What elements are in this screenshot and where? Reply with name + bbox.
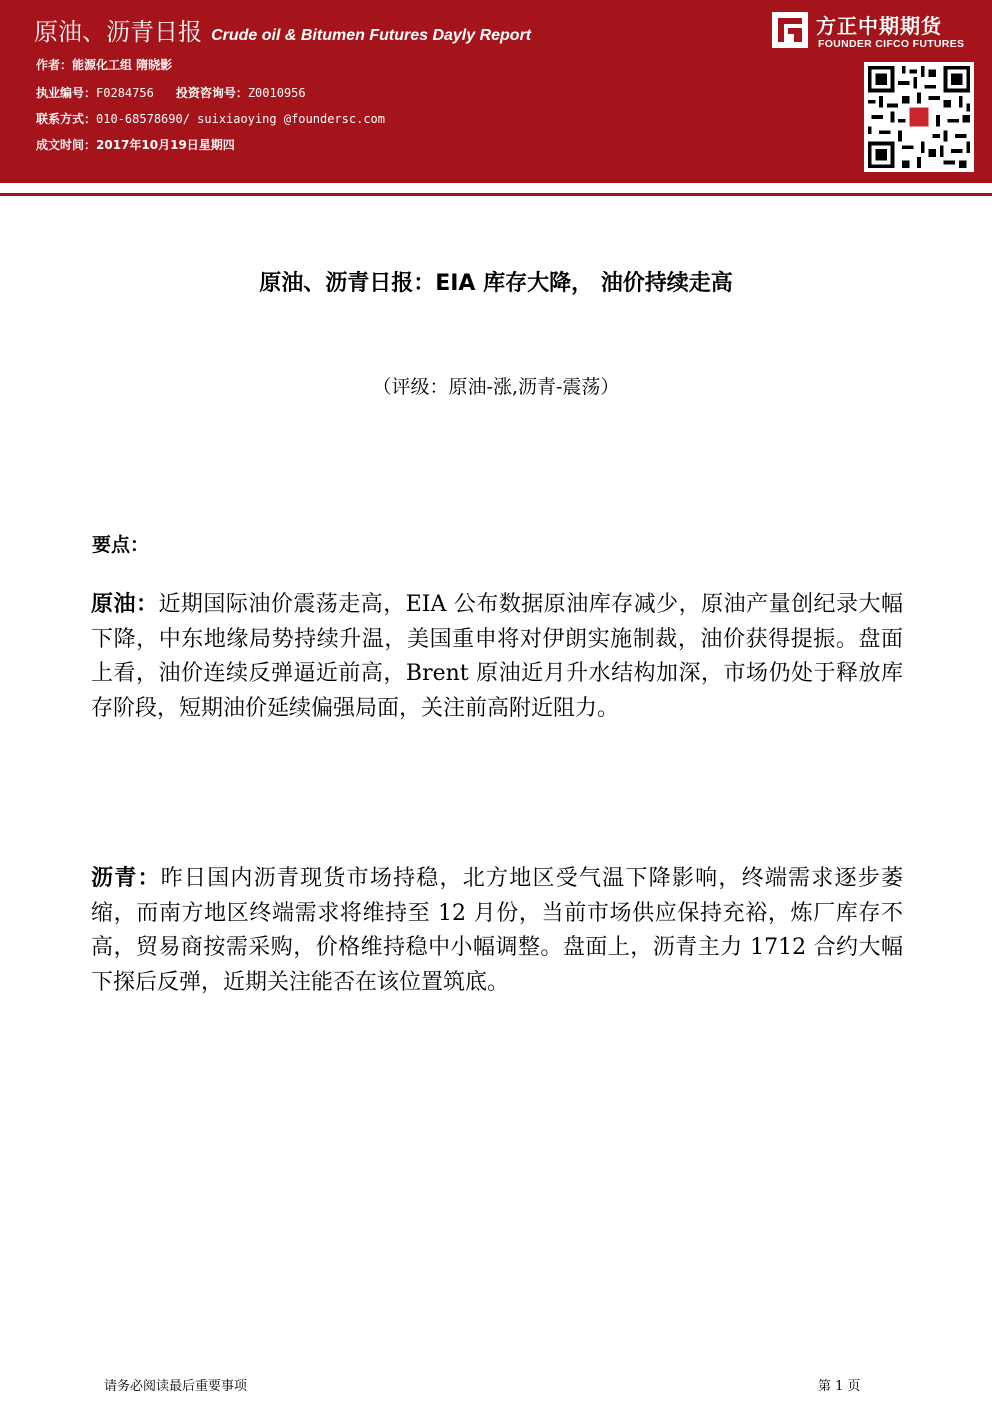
bitumen-text: 昨日国内沥青现货市场持稳，北方地区受气温下降影响，终端需求逐步萎缩，而南方地区终端需求将维持至 12 月份，当前市场供应保持充裕，炼厂库存不高，贸易商按需采购，价格维持稳中小幅调整。盘面上，沥青主力 1712 合约大幅下探后反弹，近期关注能否在该位置筑底。 <box>91 866 903 996</box>
author-line: 作者：能源化工组 隋晓影 <box>36 58 173 72</box>
license-line <box>36 84 306 101</box>
header-divider <box>0 180 992 196</box>
footer-notice: 请务必阅读最后重要事项 <box>104 1379 248 1394</box>
crude-oil-paragraph <box>91 588 903 727</box>
header-title-cn: 原油、沥青日报 <box>34 18 202 46</box>
license-label: 执业编号： <box>36 86 97 100</box>
contact-label: 联系方式： <box>36 112 97 126</box>
company-logo <box>770 8 985 54</box>
bitumen-label: 沥青： <box>91 866 161 891</box>
contact-line <box>36 110 385 127</box>
logo-text-cn: 方正中期期货 <box>816 14 942 38</box>
page-number: 第 1 页 <box>818 1379 861 1394</box>
bitumen-paragraph <box>91 862 903 1001</box>
rating-line: （评级：原油-涨,沥青-震荡） <box>372 376 620 398</box>
header-title <box>34 12 531 47</box>
date-line: 成文时间：2017年10月19日星期四 <box>36 138 235 152</box>
contact-value: 010-68578690/ suixiaoying @foundersc.com <box>96 112 385 126</box>
founder-logo-icon <box>770 10 810 50</box>
key-points-label: 要点： <box>92 534 150 556</box>
crude-oil-text: 近期国际油价震荡走高，EIA 公布数据原油库存减少，原油产量创纪录大幅下降，中东地缘局势持续升温，美国重申将对伊朗实施制裁，油价获得提振。盘面上看，油价连续反弹逼近前高，Brent 原油近月升水结构加深，市场仍处于释放库存阶段，短期油价延续偏强局面，关注前高附近阻力。 <box>91 592 903 722</box>
logo-text-en: FOUNDER CIFCO FUTURES <box>818 38 965 50</box>
qr-code-icon <box>864 62 974 172</box>
header-title-en: Crude oil & Bitumen Futures Dayly Report <box>211 27 532 44</box>
license-number: F0284756 <box>96 86 154 100</box>
consult-number: Z0010956 <box>247 86 306 100</box>
page-title: 原油、沥青日报：EIA 库存大降， 油价持续走高 <box>259 271 733 296</box>
report-header <box>0 0 992 180</box>
crude-oil-label: 原油： <box>91 592 159 617</box>
consult-label: 投资咨询号： <box>175 86 248 100</box>
